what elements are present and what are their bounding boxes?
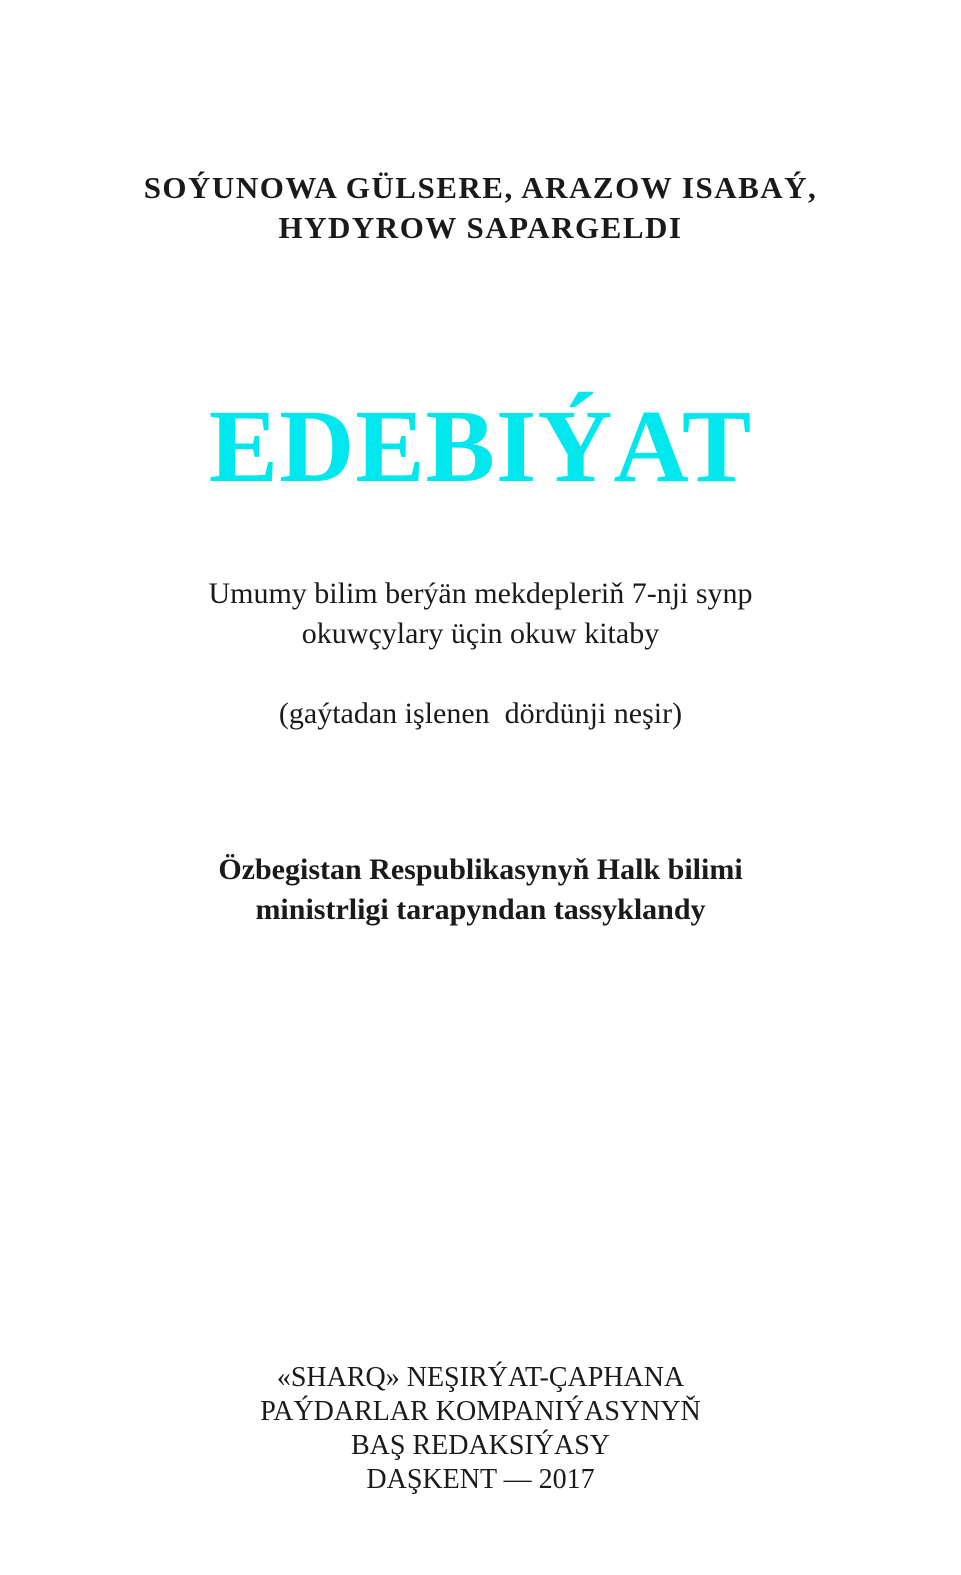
authors-line-1: SOÝUNOWA GÜLSERE, ARAZOW ISABAÝ, (143, 170, 818, 205)
authors-line-2: HYDYROW SAPARGELDI (278, 210, 683, 245)
publisher-line-3: BAŞ REDAKSIÝASY (350, 1430, 611, 1461)
publisher-city-year: DAŞKENT — 2017 (366, 1464, 595, 1495)
subtitle-line-1: Umumy bilim berýän mekdepleriň 7-nji synp (208, 577, 753, 610)
subtitle-line-2: okuwçylary üçin okuw kitaby (301, 617, 660, 650)
approval-line-2: ministrligi tarapyndan tassyklandy (255, 893, 706, 926)
publisher-line-2: PAÝDARLAR KOMPANIÝASYNYŇ (260, 1396, 701, 1427)
approval-line-1: Özbegistan Respublikasynyň Halk bilimi (218, 853, 743, 886)
edition-note: (gaýtadan işlenen dördünji neşir) (278, 697, 683, 730)
book-title: EDEBIÝAT (208, 389, 753, 504)
publisher-line-1: «SHARQ» NEŞIRÝAT-ÇAPHANA (276, 1362, 685, 1393)
